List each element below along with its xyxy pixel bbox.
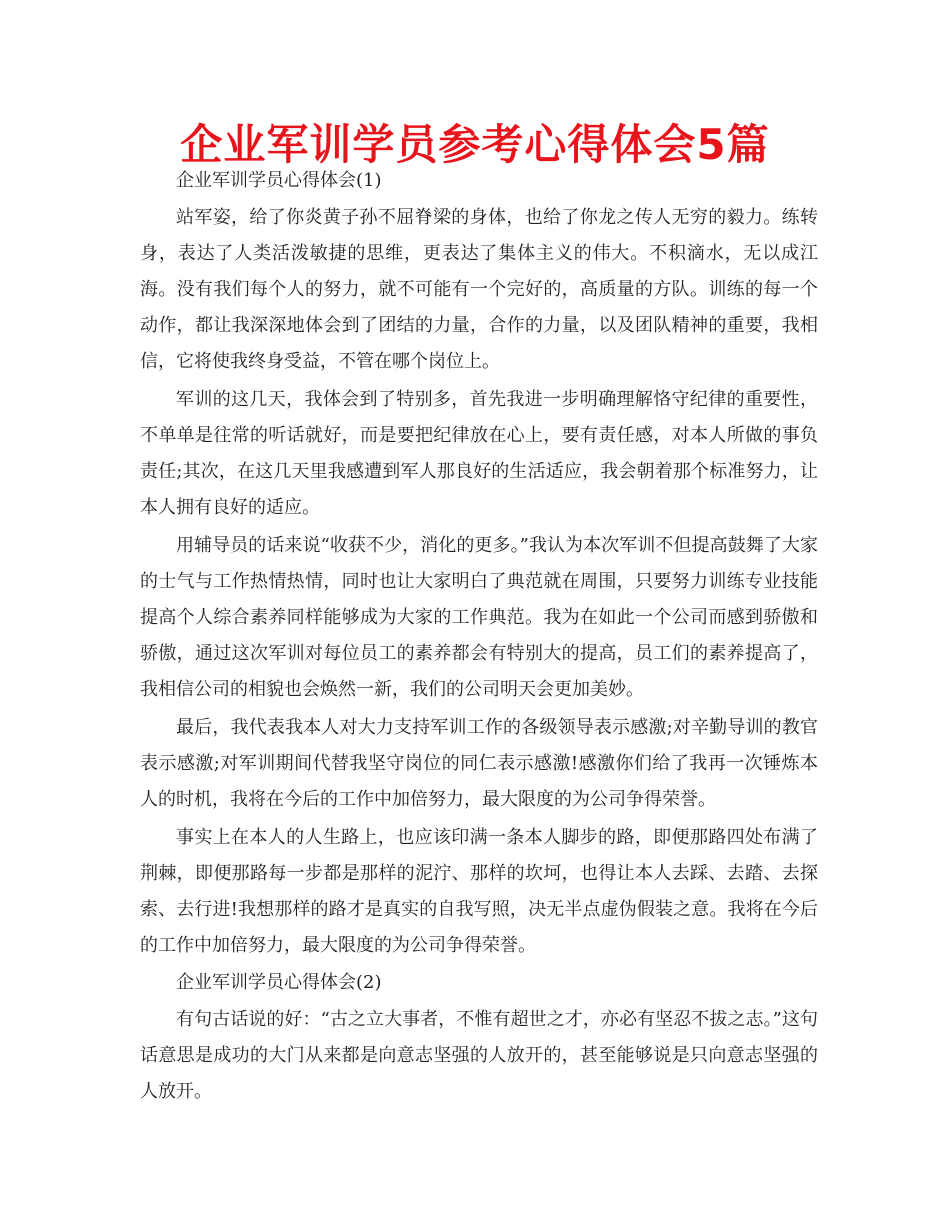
document-body xyxy=(140,166,818,1110)
paragraph: 事实上在本人的人生路上，也应该印满一条本人脚步的路，即便那路四处布满了荆棘，即便那路每一步都是那样的泥泞、那样的坎坷，也得让本人去踩、去踏、去探索、去行进!我想那样的路才是真实的自我写照，决无半点虚伪假装之意。我将在今后的工作中加倍努力，最大限度的为公司争得荣誉。 xyxy=(140,827,818,956)
paragraph: 用辅导员的话来说“收获不少，消化的更多。”我认为本次军训不但提高鼓舞了大家的士气与工作热情热情，同时也让大家明白了典范就在周围，只要努力训练专业技能提高个人综合素养同样能够成为大家的工作典范。我为在如此一个公司而感到骄傲和骄傲，通过这次军训对每位员工的素养都会有特别大的提高，员工们的素养提高了，我相信公司的相貌也会焕然一新，我们的公司明天会更加美妙。 xyxy=(140,535,818,700)
section-1 xyxy=(140,166,818,964)
paragraph: 最后，我代表我本人对大力支持军训工作的各级领导表示感激;对辛勤导训的教官表示感激;对军训期间代替我坚守岗位的同仁表示感激!感激你们给了我再一次锤炼本人的时机，我将在今后的工作中加倍努力，最大限度的为公司争得荣誉。 xyxy=(140,717,818,810)
section-2 xyxy=(140,968,818,1110)
document-title: 企业军训学员参考心得体会5篇 xyxy=(180,120,770,169)
section-heading: 企业军训学员心得体会(1) xyxy=(176,170,382,191)
section-heading: 企业军训学员心得体会(2) xyxy=(176,972,382,993)
paragraph: 军训的这几天，我体会到了特别多，首先我进一步明确理解恪守纪律的重要性，不单单是往常的听话就好，而是要把纪律放在心上，要有责任感，对本人所做的事负责任;其次，在这几天里我感遭到军人那良好的生活适应，我会朝着那个标准努力，让本人拥有良好的适应。 xyxy=(140,389,818,518)
paragraph: 站军姿，给了你炎黄子孙不屈脊梁的身体，也给了你龙之传人无穷的毅力。练转身，表达了人类活泼敏捷的思维，更表达了集体主义的伟大。不积滴水，无以成江海。没有我们每个人的努力，就不可能有一个完好的，高质量的方队。训练的每一个动作，都让我深深地体会到了团结的力量，合作的力量，以及团队精神的重要，我相信，它将使我终身受益，不管在哪个岗位上。 xyxy=(140,207,818,372)
paragraph: 有句古话说的好：“古之立大事者，不惟有超世之才，亦必有坚忍不拔之志。”这句话意思是成功的大门从来都是向意志坚强的人放开的，甚至能够说是只向意志坚强的人放开。 xyxy=(140,1009,818,1102)
